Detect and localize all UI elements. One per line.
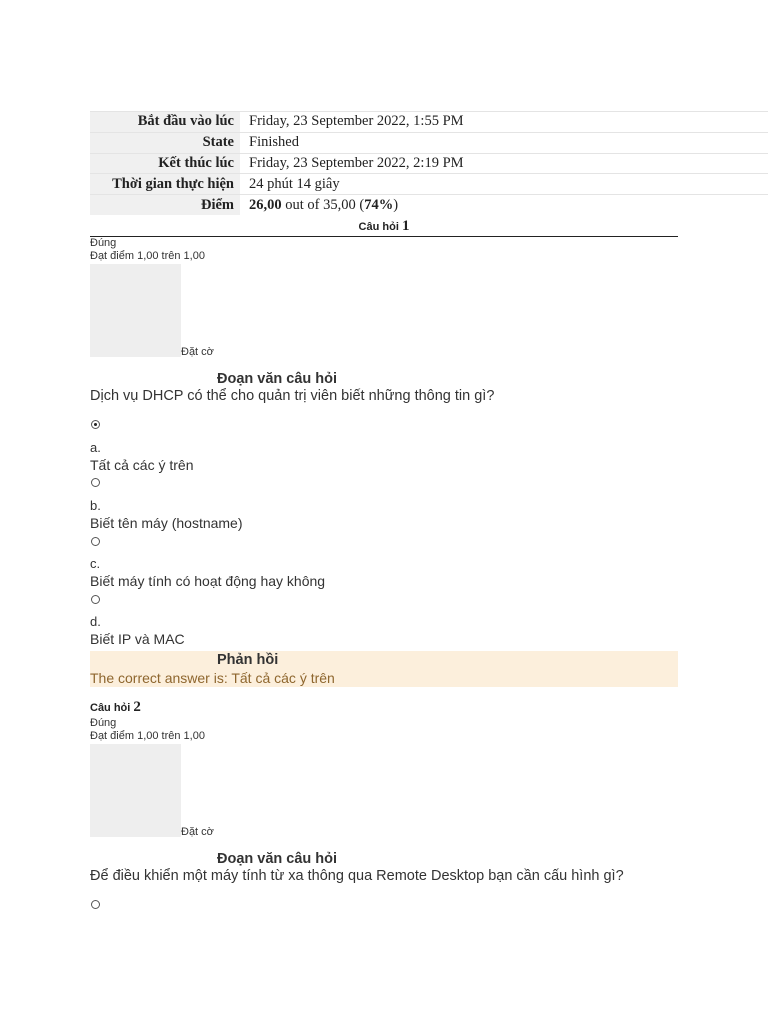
question-2-flag-box (90, 744, 181, 837)
grade-score: 26,00 (249, 196, 282, 213)
question-number: 1 (401, 218, 410, 234)
question-1-flag-box (90, 264, 181, 357)
summary-label: Kết thúc lúc (90, 153, 240, 174)
question-1-status: Đúng (90, 237, 117, 249)
summary-label: Bắt đầu vào lúc (90, 112, 240, 133)
question-1-option-a-text: Tất cả các ý trên (90, 457, 194, 473)
question-1-option-b-text: Biết tên máy (hostname) (90, 515, 243, 531)
question-1-feedback (90, 651, 678, 687)
grade-value (240, 195, 768, 216)
summary-value: Finished (240, 132, 768, 153)
feedback-heading: Phản hồi (217, 652, 279, 668)
question-1-option-d-text: Biết IP và MAC (90, 631, 185, 647)
question-1-option-a-letter: a. (90, 440, 101, 455)
question-2-mark: Đạt điểm 1,00 trên 1,00 (90, 730, 205, 742)
question-2-option-a-radio[interactable] (91, 900, 100, 909)
question-1-option-d-letter: d. (90, 614, 101, 629)
question-1-option-b-letter: b. (90, 498, 101, 513)
question-prefix: Câu hỏi (358, 221, 402, 233)
summary-row-started (90, 112, 768, 133)
question-2-status: Đúng (90, 717, 117, 729)
summary-row-time-taken (90, 174, 768, 195)
question-2-flag-button[interactable]: Đặt cờ (181, 826, 214, 838)
grade-out-of: out of 35,00 ( (281, 196, 365, 213)
question-1-header (90, 216, 678, 237)
summary-label: Thời gian thực hiện (90, 174, 240, 195)
summary-row-completed (90, 153, 768, 174)
question-number: 2 (133, 699, 141, 715)
attempt-summary-table (90, 111, 768, 215)
question-1-option-c-text: Biết máy tính có hoạt động hay không (90, 573, 326, 589)
question-1-option-b-radio[interactable] (91, 478, 100, 487)
question-1-option-c-radio[interactable] (91, 537, 100, 546)
summary-value: Friday, 23 September 2022, 2:19 PM (240, 153, 768, 174)
question-2-text: Để điều khiển một máy tính từ xa thông qua Remote Desktop bạn cần cấu hình gì? (90, 868, 624, 884)
summary-label: Điểm (90, 195, 240, 216)
question-1-option-c-letter: c. (90, 556, 101, 571)
question-1-text-heading: Đoạn văn câu hỏi (217, 371, 338, 387)
summary-row-state (90, 132, 768, 153)
summary-value: 24 phút 14 giây (240, 174, 768, 195)
question-1-mark: Đạt điểm 1,00 trên 1,00 (90, 250, 205, 262)
grade-close: ) (393, 196, 399, 213)
question-2-header (90, 697, 141, 718)
feedback-correct-answer: The correct answer is: Tất cả các ý trên (90, 670, 335, 686)
question-prefix: Câu hỏi (90, 702, 134, 714)
question-2-text-heading: Đoạn văn câu hỏi (217, 851, 338, 867)
question-1-option-d-radio[interactable] (91, 595, 100, 604)
summary-row-grade (90, 195, 768, 216)
summary-value: Friday, 23 September 2022, 1:55 PM (240, 112, 768, 133)
question-1-flag-button[interactable]: Đặt cờ (181, 346, 214, 358)
question-1-text: Dịch vụ DHCP có thể cho quản trị viên biết những thông tin gì? (90, 388, 495, 404)
question-1-option-a-radio[interactable] (91, 420, 100, 429)
summary-label: State (90, 132, 240, 153)
grade-percent: 74% (364, 196, 394, 213)
